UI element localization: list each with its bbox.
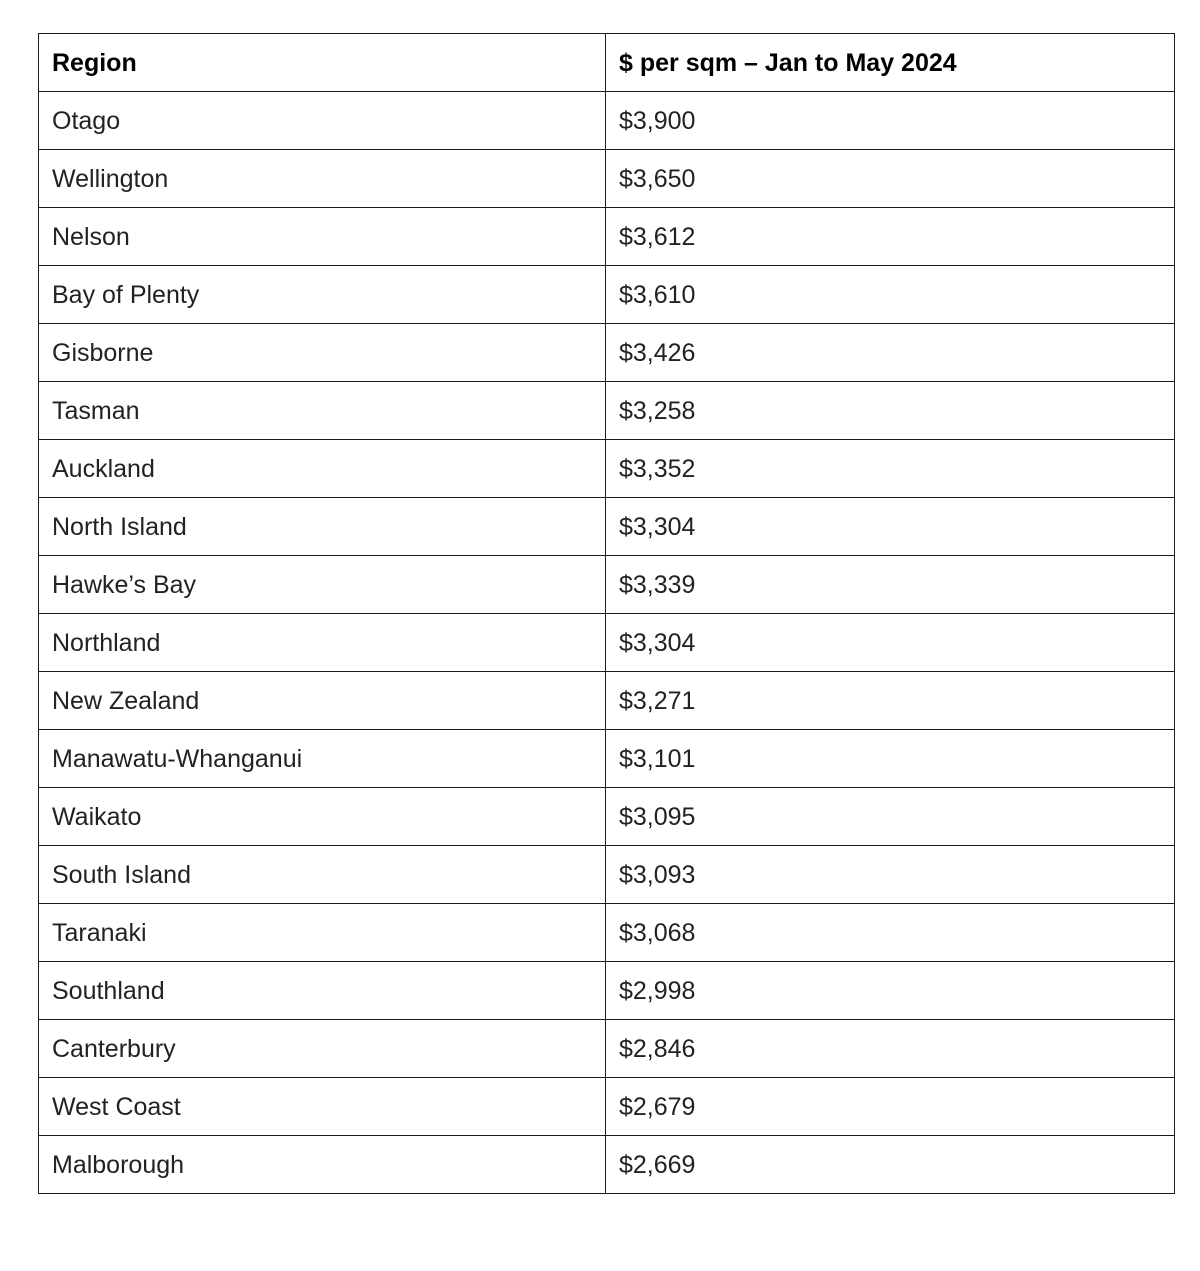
table-row bbox=[39, 730, 1175, 788]
region-cell: North Island bbox=[39, 498, 606, 556]
table-row bbox=[39, 498, 1175, 556]
price-cell: $3,900 bbox=[606, 92, 1175, 150]
region-cell: Southland bbox=[39, 962, 606, 1020]
region-cell: Nelson bbox=[39, 208, 606, 266]
table-row bbox=[39, 92, 1175, 150]
region-cell: Bay of Plenty bbox=[39, 266, 606, 324]
region-cell: Auckland bbox=[39, 440, 606, 498]
table-body bbox=[39, 92, 1175, 1194]
region-cell: New Zealand bbox=[39, 672, 606, 730]
table-row bbox=[39, 208, 1175, 266]
region-cell: Waikato bbox=[39, 788, 606, 846]
price-cell: $3,352 bbox=[606, 440, 1175, 498]
table-row bbox=[39, 150, 1175, 208]
table-row bbox=[39, 788, 1175, 846]
price-cell: $2,998 bbox=[606, 962, 1175, 1020]
table-row bbox=[39, 556, 1175, 614]
header-price: $ per sqm – Jan to May 2024 bbox=[606, 34, 1175, 92]
table-row bbox=[39, 266, 1175, 324]
table-row bbox=[39, 962, 1175, 1020]
price-per-sqm-table bbox=[38, 33, 1175, 1194]
region-cell: Wellington bbox=[39, 150, 606, 208]
price-cell: $3,610 bbox=[606, 266, 1175, 324]
table-row bbox=[39, 1136, 1175, 1194]
price-cell: $3,612 bbox=[606, 208, 1175, 266]
price-cell: $3,339 bbox=[606, 556, 1175, 614]
region-cell: Manawatu-Whanganui bbox=[39, 730, 606, 788]
table-row bbox=[39, 672, 1175, 730]
table-row bbox=[39, 1020, 1175, 1078]
table-row bbox=[39, 1078, 1175, 1136]
header-region: Region bbox=[39, 34, 606, 92]
region-cell: Malborough bbox=[39, 1136, 606, 1194]
table-row bbox=[39, 614, 1175, 672]
region-cell: Otago bbox=[39, 92, 606, 150]
region-cell: Northland bbox=[39, 614, 606, 672]
price-cell: $3,271 bbox=[606, 672, 1175, 730]
header-row bbox=[39, 34, 1175, 92]
price-cell: $2,679 bbox=[606, 1078, 1175, 1136]
region-cell: South Island bbox=[39, 846, 606, 904]
region-cell: Taranaki bbox=[39, 904, 606, 962]
region-cell: Gisborne bbox=[39, 324, 606, 382]
price-cell: $3,068 bbox=[606, 904, 1175, 962]
price-cell: $3,304 bbox=[606, 614, 1175, 672]
region-cell: West Coast bbox=[39, 1078, 606, 1136]
region-cell: Canterbury bbox=[39, 1020, 606, 1078]
table-row bbox=[39, 904, 1175, 962]
table-header bbox=[39, 34, 1175, 92]
table-row bbox=[39, 846, 1175, 904]
price-cell: $3,426 bbox=[606, 324, 1175, 382]
price-cell: $3,258 bbox=[606, 382, 1175, 440]
price-cell: $2,846 bbox=[606, 1020, 1175, 1078]
table-row bbox=[39, 324, 1175, 382]
price-cell: $3,093 bbox=[606, 846, 1175, 904]
price-cell: $3,101 bbox=[606, 730, 1175, 788]
region-cell: Hawke’s Bay bbox=[39, 556, 606, 614]
price-cell: $3,095 bbox=[606, 788, 1175, 846]
price-cell: $3,304 bbox=[606, 498, 1175, 556]
table-row bbox=[39, 440, 1175, 498]
table-row bbox=[39, 382, 1175, 440]
price-cell: $3,650 bbox=[606, 150, 1175, 208]
price-cell: $2,669 bbox=[606, 1136, 1175, 1194]
region-cell: Tasman bbox=[39, 382, 606, 440]
